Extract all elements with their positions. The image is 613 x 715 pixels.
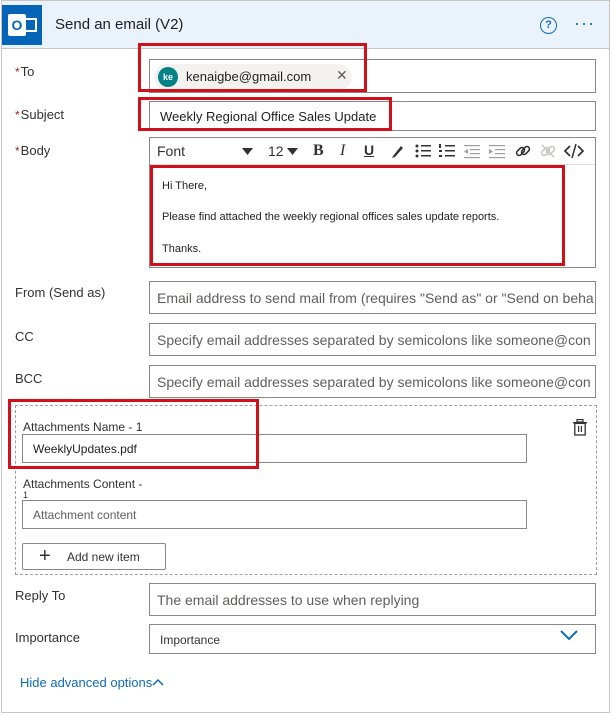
bold-button[interactable]: B — [313, 142, 324, 159]
decrease-indent-icon[interactable] — [463, 143, 481, 159]
outlook-icon — [2, 5, 42, 45]
help-icon[interactable]: ? — [540, 17, 557, 34]
required-marker: * — [15, 144, 20, 158]
plus-icon: + — [39, 545, 51, 567]
attachments-name-value: WeeklyUpdates.pdf — [33, 442, 137, 456]
chevron-up-icon[interactable] — [152, 678, 164, 686]
avatar: ke — [158, 67, 178, 87]
font-select[interactable]: Font — [157, 143, 186, 159]
size-dropdown-icon[interactable] — [287, 148, 298, 155]
body-line: Hi There, — [162, 180, 208, 192]
add-new-item-label: Add new item — [67, 550, 140, 564]
from-label: From (Send as) — [15, 285, 106, 300]
italic-button[interactable]: I — [340, 142, 346, 159]
bcc-placeholder: Specify email addresses separated by semicolons like someone@con — [157, 374, 591, 390]
importance-value: Importance — [160, 633, 221, 647]
cc-label: CC — [15, 329, 34, 344]
attachments-content-label: Attachments Content - — [23, 477, 143, 491]
attachments-name-label: Attachments Name - 1 — [23, 420, 143, 434]
cc-field[interactable] — [149, 323, 596, 356]
action-title[interactable]: Send an email (V2) — [55, 16, 184, 33]
outlook-logo-letter: O — [8, 14, 26, 36]
bcc-field[interactable] — [149, 365, 596, 398]
bullet-list-icon[interactable] — [414, 143, 432, 159]
chevron-down-icon[interactable] — [560, 630, 578, 641]
close-icon[interactable]: ✕ — [336, 67, 348, 83]
subject-value: Weekly Regional Office Sales Update — [160, 109, 377, 124]
subject-label — [15, 107, 64, 122]
font-dropdown-icon[interactable] — [242, 148, 253, 155]
action-card — [1, 0, 610, 713]
envelope-icon — [23, 18, 37, 32]
importance-select[interactable] — [149, 624, 596, 654]
bcc-label: BCC — [15, 371, 43, 386]
to-label-text: To — [20, 64, 35, 79]
importance-label: Importance — [15, 630, 81, 645]
from-field[interactable] — [149, 281, 596, 314]
required-marker: * — [15, 65, 20, 79]
link-icon[interactable] — [514, 142, 532, 160]
add-new-item-button[interactable] — [22, 543, 166, 570]
attachments-content-index: 1 — [23, 490, 29, 500]
body-line: Please find attached the weekly regional offices sales update reports. — [162, 211, 500, 223]
highlight-to — [138, 43, 367, 92]
underline-button[interactable]: U — [364, 142, 375, 158]
increase-indent-icon[interactable] — [488, 143, 506, 159]
highlight-subject — [138, 97, 392, 131]
attachments-content-field[interactable] — [22, 500, 527, 529]
reply-to-label: Reply To — [15, 588, 66, 603]
numbered-list-icon[interactable] — [438, 143, 456, 159]
highlight-attachment-name — [8, 399, 259, 469]
reply-to-field[interactable] — [149, 583, 596, 616]
code-view-icon[interactable] — [564, 143, 584, 159]
subject-label-text: Subject — [20, 107, 65, 122]
body-line: Thanks. — [162, 243, 202, 255]
highlight-body — [150, 165, 565, 266]
hide-advanced-options-link[interactable]: Hide advanced options — [20, 675, 153, 690]
required-marker: * — [15, 108, 20, 122]
font-size-select[interactable]: 12 — [268, 143, 284, 159]
recipient-email: kenaigbe@gmail.com — [186, 69, 312, 84]
card-header[interactable] — [2, 1, 609, 49]
more-options-icon[interactable]: ··· — [574, 13, 595, 33]
highlight-pen-icon[interactable] — [390, 143, 406, 159]
body-label-text: Body — [20, 143, 51, 158]
unlink-icon[interactable] — [539, 142, 557, 160]
from-placeholder: Email address to send mail from (requires "Send as" or "Send on beha — [157, 290, 594, 306]
editor-toolbar — [150, 138, 595, 165]
cc-placeholder: Specify email addresses separated by semicolons like someone@con — [157, 332, 591, 348]
reply-to-placeholder: The email addresses to use when replying — [157, 592, 420, 608]
body-label — [15, 143, 50, 158]
delete-item-icon[interactable] — [572, 419, 588, 436]
attachments-content-placeholder: Attachment content — [33, 508, 137, 522]
to-label — [15, 64, 34, 79]
